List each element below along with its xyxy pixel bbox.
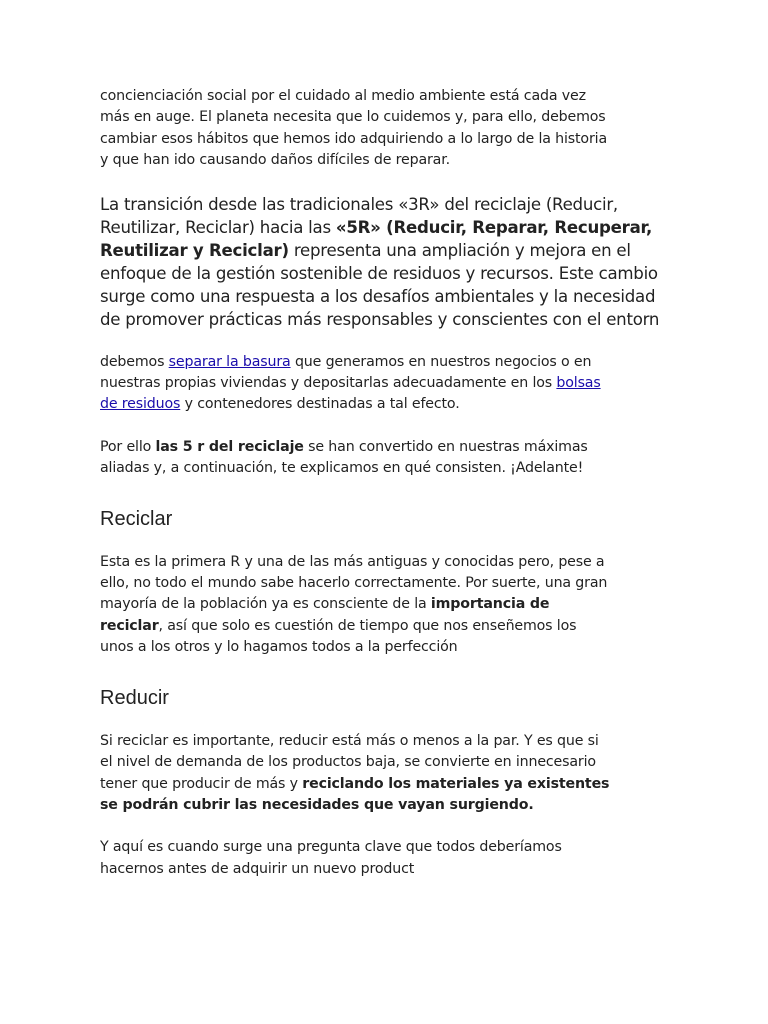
bold-5r-reciclaje: las 5 r del reciclaje: [155, 438, 304, 455]
bold-importancia-reciclar: importancia de reciclar: [100, 596, 550, 634]
intro-line-2: Reutilizar, Reciclar) hacia las «5R» (Reducir, Reparar, Recuperar,: [100, 217, 653, 237]
separar-basura-link[interactable]: separar la basura: [168, 353, 291, 370]
intro-line-3: Reutilizar y Reciclar) representa una ampliación y mejora en el: [100, 240, 631, 260]
paragraph-reciclar: Esta es la primera R y una de las más antiguas y conocidas pero, pese a ello, no todo el mundo sabe hacerlo correctamente. Por suerte, una gran mayoría de la población ya es consciente de la importancia de reciclar, así que solo es cuestión de tiempo que nos enseñemos los unos a los otros y lo hagamos todos a la perfección: [100, 553, 608, 656]
heading-reciclar: Reciclar: [100, 507, 173, 530]
heading-reducir: Reducir: [100, 686, 169, 709]
intro-line-4: enfoque de la gestión sostenible de residuos y recursos. Este cambio: [100, 263, 658, 283]
bolsas-residuos-link[interactable]: bolsas de residuos: [100, 375, 601, 413]
intro-line-6: de promover prácticas más responsables y conscientes con el entorn: [100, 309, 660, 329]
bold-reciclando-materiales: reciclando los materiales ya existentes se podrán cubrir las necesidades que vayan surgiendo.: [100, 775, 610, 813]
article-body: [100, 86, 660, 880]
intro-bold-5r: «5R» (Reducir, Reparar, Recuperar,: [335, 217, 653, 237]
intro-line-5: surge como una respuesta a los desafíos ambientales y la necesidad: [100, 286, 656, 306]
paragraph-pregunta-clave: Y aquí es cuando surge una pregunta clave que todos deberíamos hacernos antes de adquirir un nuevo product: [100, 839, 562, 877]
paragraph-reducir: Si reciclar es importante, reducir está más o menos a la par. Y es que si el nivel de demanda de los productos baja, se convierte en innecesario tener que producir de más y reciclando los materiales ya existentes se podrán cubrir las necesidades que vayan surgiendo.: [100, 732, 610, 813]
intro-bold-5r-cont: Reutilizar y Reciclar): [100, 240, 289, 260]
paragraph-separate-waste: debemos separar la basura que generamos en nuestros negocios o en nuestras propias viviendas y depositarlas adecuadamente en los bolsas de residuos y contenedores destinadas a tal efecto.: [100, 353, 601, 413]
paragraph-5r-intro: Por ello las 5 r del reciclaje se han convertido en nuestras máximas aliadas y, a continuación, te explicamos en qué consisten. ¡Adelante!: [100, 438, 588, 477]
paragraph-5r-transition: [100, 193, 660, 331]
intro-line-1: La transición desde las tradicionales «3R» del reciclaje (Reducir,: [100, 194, 618, 214]
paragraph-awareness: concienciación social por el cuidado al medio ambiente está cada vez más en auge. El planeta necesita que lo cuidemos y, para ello, debemos cambiar esos hábitos que hemos ido adquiriendo a lo largo de la historia y que han ido causando daños difíciles de reparar.: [100, 88, 607, 169]
